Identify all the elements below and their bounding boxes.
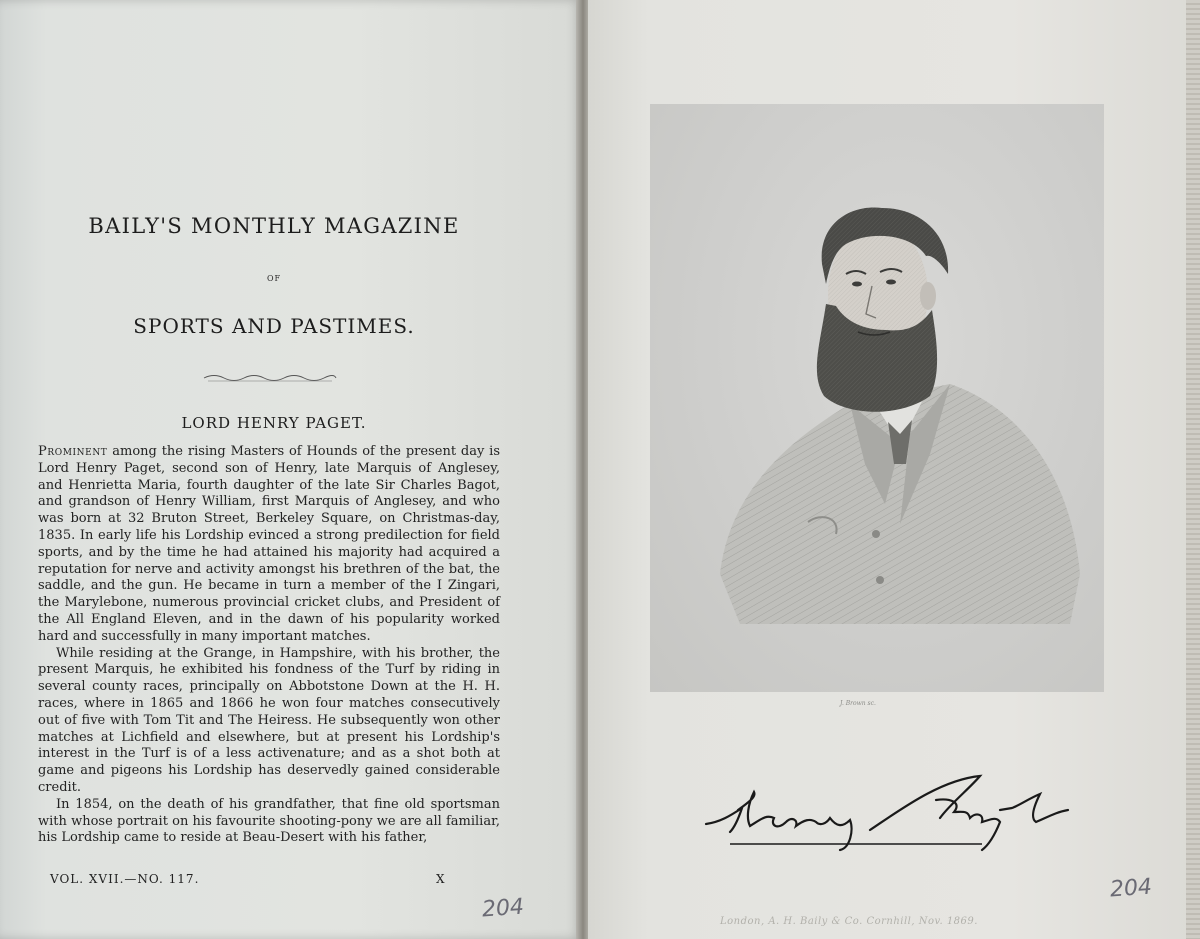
paragraph-3	[38, 797, 500, 847]
magazine-subtitle: SPORTS AND PASTIMES.	[133, 314, 415, 338]
ornament-rule	[202, 372, 338, 384]
portrait-plate	[650, 104, 1104, 692]
magazine-title: BAILY'S MONTHLY MAGAZINE	[88, 214, 460, 238]
publisher-imprint: London, A. H. Baily & Co. Cornhill, Nov. 1869.	[720, 916, 978, 927]
volume-footer: VOL. XVII.—NO. 117.	[50, 872, 200, 886]
signature-facsimile	[700, 770, 1080, 860]
paragraph-1	[38, 444, 500, 646]
pencil-page-number-left: 204	[481, 894, 525, 923]
drop-lead: Prominent	[38, 444, 108, 459]
article-body	[38, 444, 500, 847]
paragraph-text: among the rising Masters of Hounds of the present day is Lord Henry Paget, second son of Henry, late Marquis of Anglesey, and Henrietta Maria, fourth daughter of the late Sir Charles Bagot, and grandson of Henry William, first Marquis of Anglesey, and who was born at 32 Bruton Street, Berkeley Square, on Christmas-day, 1835. In early life his Lordship evinced a strong predilection for field sports, and by the time he had attained his majority had acquired a reputation for nerve and activity amongst his brethren of the bat, the saddle, and the gun. He became in turn a member of the I Zingari, the Marylebone, numerous provincial cricket clubs, and President of the All England Eleven, and in the dawn of his popularity worked hard and successfully in many important matches.	[38, 444, 500, 644]
paragraph-text: In 1854, on the death of his grandfather, that fine old sportsman with whose portrait on his favourite shooting-pony we are all familiar, his Lordship came to reside at Beau-Desert with his father,	[38, 796, 500, 846]
page-edge	[1186, 0, 1200, 939]
masthead-of: OF	[266, 274, 282, 283]
paragraph-text: While residing at the Grange, in Hampshire, with his brother, the present Marquis, he exhibited his fondness of the Turf by riding in several county races, principally on Abbotstone Down at the H. H. races, where in 1865 and 1866 he won four matches consecutively out of five with Tom Tit and The Heiress. He subsequently won other matches at Lichfield and elsewhere, but at present his Lordship's interest in the Turf is of a less activenature; and as a shot both at game and pigeons his Lordship has deservedly gained considerable credit.	[38, 645, 500, 795]
pencil-page-number-right: 204	[1109, 874, 1153, 903]
signature-mark: X	[436, 872, 445, 886]
engraver-credit: J. Brown sc.	[840, 700, 876, 707]
article-heading: LORD HENRY PAGET.	[181, 414, 367, 432]
paragraph-2	[38, 646, 500, 797]
portrait-engraving	[650, 104, 1104, 692]
